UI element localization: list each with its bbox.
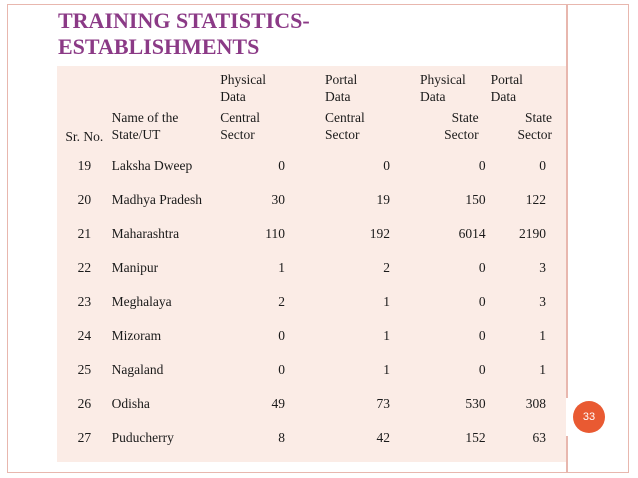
header-col6-line3: State [525,110,552,125]
cell-physical-central: 0 [278,328,286,343]
cell-portal-state: 308 [525,396,546,411]
header-state-name [112,109,221,149]
slide-divider-line [566,4,568,398]
cell-portal-central: 2 [383,260,390,275]
cell-portal-state: 1 [539,362,546,377]
cell-physical-state: 0 [478,362,486,377]
cell-state-name: Madhya Pradesh [111,192,202,207]
cell-physical-central: 110 [265,226,286,241]
cell-state-name: Laksha Dweep [111,158,193,173]
slide-title-line-2: ESTABLISHMENTS [58,34,260,59]
cell-state-name: Mizoram [111,328,162,343]
cell-physical-central: 49 [271,396,286,411]
header-col5-bottom [420,109,491,149]
cell-physical-state: 530 [465,396,486,411]
header-col5-line1: Physical [419,72,466,87]
header-col4-line3: Central [325,110,365,125]
header-col5-line2: Data [419,89,446,104]
header-col4-bottom [325,109,420,149]
cell-physical-central: 8 [278,430,286,445]
cell-state-name: Meghalaya [111,294,172,309]
header-col4-line4: Sector [325,127,360,142]
cell-physical-state: 0 [478,294,486,309]
cell-state-name: Puducherry [111,430,174,445]
header-col6-line2: Data [490,89,517,104]
page-number-badge: 33 [573,401,605,433]
cell-sr-no: 23 [77,294,92,309]
slide-divider-line-lower [566,436,568,473]
cell-physical-central: 0 [278,158,286,173]
cell-state-name: Nagaland [111,362,164,377]
cell-sr-no: 27 [77,430,92,445]
header-blank-sr [57,66,112,109]
cell-physical-state: 0 [478,328,486,343]
header-col4-line2: Data [325,89,351,104]
table-row [57,149,566,183]
cell-portal-central: 19 [376,192,390,207]
header-name-line1: Name of the [111,110,179,125]
cell-sr-no: 22 [77,260,92,275]
cell-portal-state: 0 [539,158,546,173]
header-row-bottom [57,109,566,149]
cell-portal-central: 1 [383,362,390,377]
header-col3-line2: Data [220,89,246,104]
cell-portal-state: 1 [539,328,546,343]
table-row [57,421,566,455]
cell-portal-central: 0 [383,158,390,173]
cell-sr-no: 19 [77,158,92,173]
header-name-line2: State/UT [111,127,161,142]
table-row [57,217,566,251]
header-col5-line4: Sector [444,127,479,142]
cell-physical-state: 150 [465,192,486,207]
cell-physical-state: 0 [478,158,486,173]
header-col6-top [491,66,566,109]
cell-portal-state: 63 [532,430,546,445]
header-col3-line3: Central [220,110,260,125]
cell-physical-central: 2 [278,294,286,309]
header-col3-top [220,66,325,109]
header-col6-line1: Portal [490,72,523,87]
header-col4-line1: Portal [325,72,358,87]
cell-sr-no: 20 [77,192,92,207]
cell-physical-central: 0 [278,362,286,377]
table-row [57,353,566,387]
header-col3-line1: Physical [220,72,266,87]
cell-portal-state: 3 [539,294,546,309]
cell-sr-no: 24 [77,328,92,343]
table-row [57,319,566,353]
header-col3-bottom [220,109,325,149]
cell-sr-no: 26 [77,396,92,411]
header-col4-top [325,66,420,109]
slide-title [58,8,310,60]
table-row [57,251,566,285]
cell-physical-state: 0 [478,260,486,275]
cell-state-name: Odisha [111,396,150,411]
slide-title-line-1: TRAINING STATISTICS- [58,8,310,33]
cell-portal-state: 122 [525,192,546,207]
header-row-top [57,66,566,109]
cell-portal-state: 3 [539,260,546,275]
header-col3-line4: Sector [220,127,255,142]
header-col5-line3: State [451,110,479,125]
cell-physical-central: 1 [278,260,286,275]
cell-physical-central: 30 [271,192,286,207]
cell-portal-central: 73 [376,396,390,411]
cell-physical-state: 6014 [458,226,486,241]
table-row [57,285,566,319]
cell-portal-central: 42 [376,430,390,445]
header-sr-no: Sr. No. [65,129,104,144]
cell-portal-central: 192 [369,226,390,241]
cell-portal-central: 1 [383,294,390,309]
cell-state-name: Maharashtra [111,226,180,241]
header-col6-bottom [491,109,566,149]
header-col6-line4: Sector [517,127,552,142]
cell-portal-state: 2190 [519,226,546,241]
cell-sr-no: 21 [77,226,92,241]
header-blank-name [112,66,221,109]
table-row [57,183,566,217]
cell-sr-no: 25 [77,362,92,377]
header-col5-top [420,66,491,109]
cell-state-name: Manipur [111,260,159,275]
statistics-table [57,66,566,455]
table-row [57,387,566,421]
cell-physical-state: 152 [465,430,486,445]
cell-portal-central: 1 [383,328,390,343]
